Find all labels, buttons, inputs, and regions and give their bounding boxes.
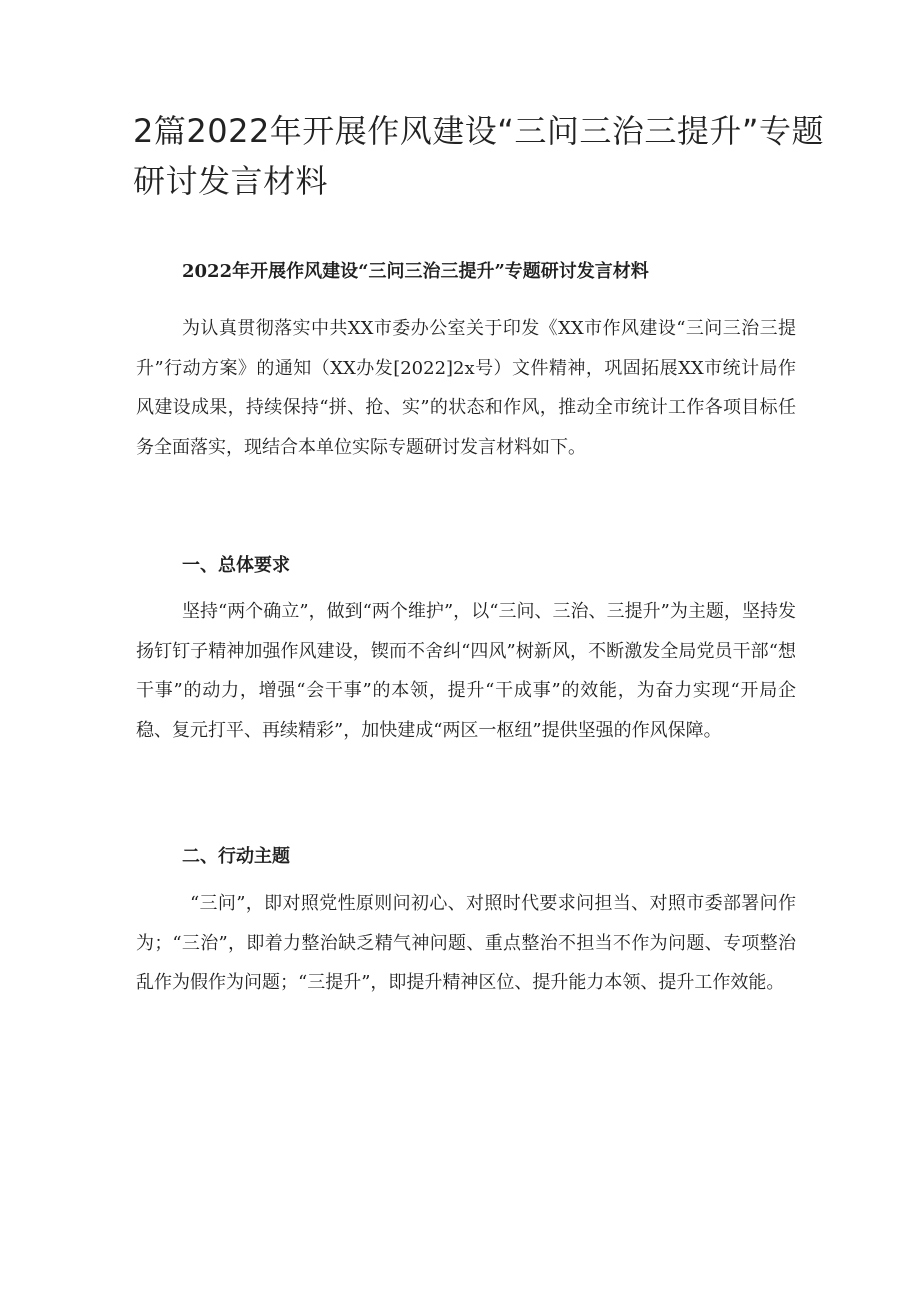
action-theme-paragraph: “三问”，即对照党性原则问初心、对照时代要求问担当、对照市委部署问作为；“三治”，即着力整治缺乏精气神问题、重点整治不担当不作为问题、专项整治乱作为假作为问题；“三提升”，即提升精神区位、提升能力本领、提升工作效能。 xyxy=(136,893,796,993)
overall-requirements-paragraph: 坚持“两个确立”，做到“两个维护”，以“三问、三治、三提升”为主题，坚持发扬钉钉子精神加强作风建设，锲而不舍纠“四风”树新风，不断激发全局党员干部“想干事”的动力，增强“会干事”的本领，提升“干成事”的效能，为奋力实现“开局企稳、复元打平、再续精彩”，加快建成“两区一枢纽”提供坚强的作风保障。 xyxy=(136,601,796,741)
document-title: 2篇2022年开展作风建设“三问三治三提升”专题研讨发言材料 xyxy=(133,112,824,200)
section-heading-overall-requirements: 一、总体要求 xyxy=(182,555,290,576)
section-heading-action-theme: 二、行动主题 xyxy=(182,846,290,867)
intro-paragraph: 为认真贯彻落实中共XX市委办公室关于印发《XX市作风建设“三问三治三提升”行动方案》的通知（XX办发[2022]2x号）文件精神，巩固拓展XX市统计局作风建设成果，持续保持“拼、抢、实”的状态和作风，推动全市统计工作各项目标任务全面落实，现结合本单位实际专题研讨发言材料如下。 xyxy=(136,318,796,458)
document-subtitle: 2022年开展作风建设“三问三治三提升”专题研讨发言材料 xyxy=(182,261,649,282)
